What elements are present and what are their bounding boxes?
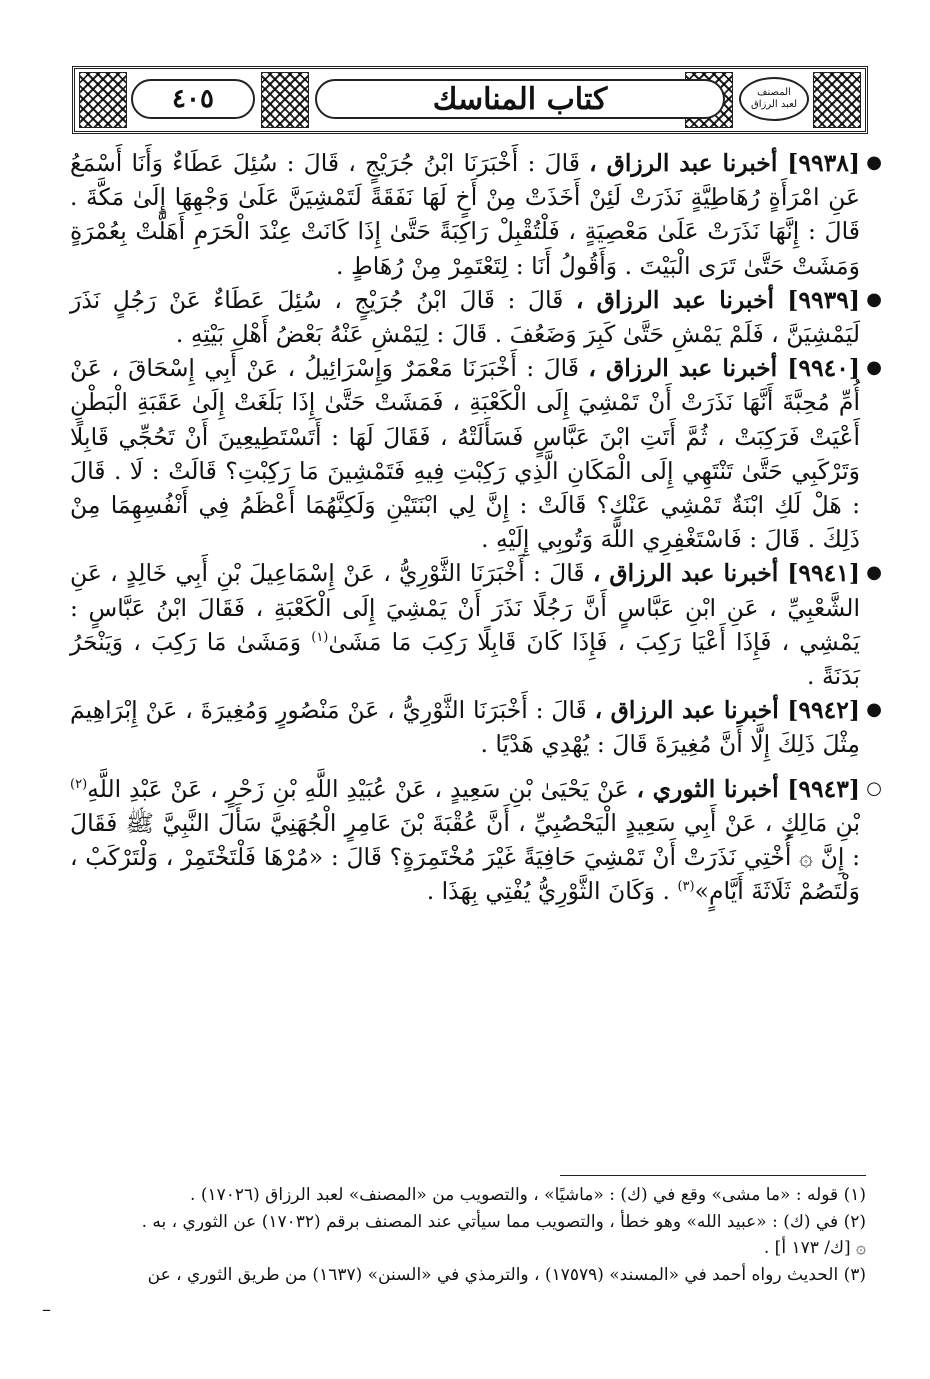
entry-bullet: ● [866, 699, 882, 721]
entry-text: قَالَ : أَخْبَرَنَا الثَّوْرِيُّ ، عَنْ مَنْصُورٍ وَمُغِيرَةَ ، عَنْ إِبْرَاهِيمَ مِثْلَ ذَلِكَ إِلَّا أَنَّ مُغِيرَةَ قَالَ : يُهْدِي هَدْيًا . [70, 696, 860, 759]
entry-text: قَالَ : أَخْبَرَنَا الثَّوْرِيُّ ، عَنْ إِسْمَاعِيلَ بْنِ أَبِي خَالِدٍ ، عَنِ الشَّعْبِيِّ ، عَنِ ابْنِ عَبَّاسٍ أَنَّ رَجُلًا نَذَرَ أَنْ يَمْشِيَ إِلَى الْكَعْبَةِ ، فَقَالَ ابْنُ عَبَّاسٍ : يَمْشِي ، فَإِذَا أَعْيَا رَكِبَ ، فَإِذَا كَانَ قَابِلًا رَكِبَ مَا مَشَىٰ [70, 559, 860, 656]
entry-text: قَالَ : أَخْبَرَنَا مَعْمَرٌ وَإِسْرَائِيلُ ، عَنْ أَبِي إِسْحَاقَ ، عَنْ أُمِّ مُحِبَّةَ أَنَّهَا نَذَرَتْ أَنْ تَمْشِيَ إِلَى الْكَعْبَةِ ، فَمَشَتْ حَتَّىٰ إِذَا بَلَغَتْ إِلَىٰ عَقَبَةِ الْبَطْنِ أَعْيَتْ فَرَكِبَتْ ، ثُمَّ أَتَتِ ابْنَ عَبَّاسٍ فَسَأَلَتْهُ ، فَقَالَ لَهَا : أَتَسْتَطِيعِينَ أَنْ تَحُجِّي قَابِلًا وَتَرْكَبِي حَتَّىٰ تَنْتَهِي إِلَى الْمَكَانِ الَّذِي رَكِبْتِ فِيهِ فَتَمْشِينَ مَا رَكِبْتِ؟ قَالَتْ : لَا . قَالَ : هَلْ لَكِ ابْنَةٌ تَمْشِي عَنْكِ؟ قَالَتْ : إِنَّ لِي ابْنَتَيْنِ وَلَكِنَّهُمَا أَعْظَمُ فِي أَنْفُسِهِمَا مِنْ ذَلِكَ . قَالَ : فَاسْتَغْفِرِي اللَّهَ وَتُوبِي إِلَيْهِ . [70, 354, 860, 554]
footnote-1: (١) قوله : «ما مشى» وقع في (ك) : «ماشيًا» ، والتصويب من «المصنف» لعبد الرزاق (١٧٠٢٦) . [190, 1185, 866, 1205]
entry-reference: [٩٩٤١] أخبرنا عبد الرزاق ، [592, 559, 860, 588]
page-header [72, 66, 868, 134]
hadith-entry-9941 [70, 556, 882, 693]
entry-text: قَالَ : قَالَ ابْنُ جُرَيْجٍ ، سُئِلَ عَطَاءٌ عَنْ رَجُلٍ نَذَرَ لَيَمْشِيَنَّ ، فَلَمْ يَمْشِ حَتَّىٰ كَبِرَ وَضَعُفَ . قَالَ : لِيَمْشِ عَنْهُ بَعْضُ أَهْلِ بَيْتِهِ . [70, 285, 860, 349]
hadith-entry-9939 [70, 283, 882, 351]
ornament-right-outer [813, 72, 861, 128]
seal-line-1: المصنف [757, 87, 791, 98]
entry-bullet: ● [866, 357, 882, 379]
entry-text-end: . وَكَانَ الثَّوْرِيُّ يُفْتِي بِهَذَا . [426, 877, 670, 906]
book-seal [739, 77, 809, 121]
entry-bullet-open: ○ [866, 777, 882, 799]
hadith-entry-9938 [70, 146, 882, 283]
entry-text: قَالَ : أَخْبَرَنَا ابْنُ جُرَيْجٍ ، قَالَ : سُئِلَ عَطَاءٌ وَأَنَا أَسْمَعُ عَنِ امْرَأَةٍ رُهَاطِيَّةٍ نَذَرَتْ لَئِنْ أَخَذَتْ مِنْ أَخٍ لَهَا نَفَقَةً لَتَمْشِيَنَّ عَلَىٰ وَجْهِهَا إِلَىٰ مَكَّةَ . قَالَ : إِنَّهَا نَذَرَتْ عَلَىٰ مَعْصِيَةٍ ، فَلْتُقْبِلْ رَاكِبَةً حَتَّىٰ إِذَا كَانَتْ عِنْدَ الْحَرَمِ أَهَلَّتْ بِعُمْرَةٍ وَمَشَتْ حَتَّىٰ تَرَى الْبَيْتَ . وَأَقُولُ أَنَا : لِتَعْتَمِرْ مِنْ رُهَاطٍ . [70, 149, 860, 280]
entry-bullet: ● [866, 152, 882, 173]
entry-text-continued: بْنِ مَالِكٍ ، عَنْ أَبِي سَعِيدٍ الْيَحْصُبِيِّ ، أَنَّ عُقْبَةَ بْنَ عَامِرٍ الْجُهَنِيَّ سَأَلَ النَّبِيَّ ﷺ فَقَالَ : إِنَّ ۞ أُخْتِي نَذَرَتْ أَنْ تَمْشِيَ حَافِيَةً غَيْرَ مُخْتَمِرَةٍ؟ قَالَ : «مُرْهَا فَلْتَخْتَمِرْ ، وَلْتَرْكَبْ ، وَلْتَصُمْ ثَلَاثَةَ أَيَّامٍ» [70, 808, 860, 906]
entry-reference: [٩٩٣٨] أخبرنا عبد الرزاق ، [589, 149, 860, 177]
footnote-3: (٣) الحديث رواه أحمد في «المسند» (١٧٥٧٩) ، والترمذي في «السنن» (١٦٣٧) من طريق الثوري ، عن [147, 1264, 866, 1285]
entry-text: عَنْ يَحْيَىٰ بْنِ سَعِيدٍ ، عَنْ عُبَيْدِ اللَّهِ بْنِ زَحْرٍ ، عَنْ عَبْدِ اللَّهِ [87, 774, 629, 803]
entry-reference: [٩٩٣٩] أخبرنا عبد الرزاق ، [575, 285, 860, 314]
page-number: ٤٠٥ [131, 79, 255, 119]
main-text [70, 146, 882, 908]
entry-reference: [٩٩٤٢] أخبرنا عبد الرزاق ، [594, 696, 860, 725]
entry-bullet: ● [866, 562, 882, 584]
footnotes [60, 1182, 866, 1288]
entry-reference: [٩٩٤٣] أخبرنا الثوري ، [636, 774, 860, 803]
hadith-entry-9940 [70, 351, 882, 556]
hadith-entry-9943 [70, 772, 882, 909]
seal-line-2: لعبد الرزاق [750, 99, 798, 110]
footnote-folio: ۞ [ك/ ١٧٣ أ] . [763, 1238, 866, 1258]
footnote-marker[interactable]: (٢) [70, 776, 88, 792]
entry-reference: [٩٩٤٠] أخبرنا عبد الرزاق ، [588, 354, 860, 383]
footnote-marker[interactable]: (١) [311, 630, 329, 646]
footnote-marker[interactable]: (٣) [677, 879, 695, 895]
ornament-left-outer [79, 72, 127, 128]
footnote-divider [560, 1175, 866, 1176]
entry-text-continued: وَمَشَىٰ مَا رَكِبَ ، وَيَنْحَرُ بَدَنَةً . [70, 627, 860, 691]
hadith-entry-9942 [70, 693, 882, 761]
ornament-left-inner [261, 72, 309, 128]
entry-bullet: ● [866, 288, 882, 310]
continuation-mark: – [42, 1299, 51, 1320]
chapter-title: كتاب المناسك [315, 79, 725, 119]
footnote-2: (٢) في (ك) : «عبيد الله» وهو خطأ ، والتصويب مما سيأتي عند المصنف برقم (١٧٠٣٢) عن الثوري ، به . [141, 1211, 866, 1232]
